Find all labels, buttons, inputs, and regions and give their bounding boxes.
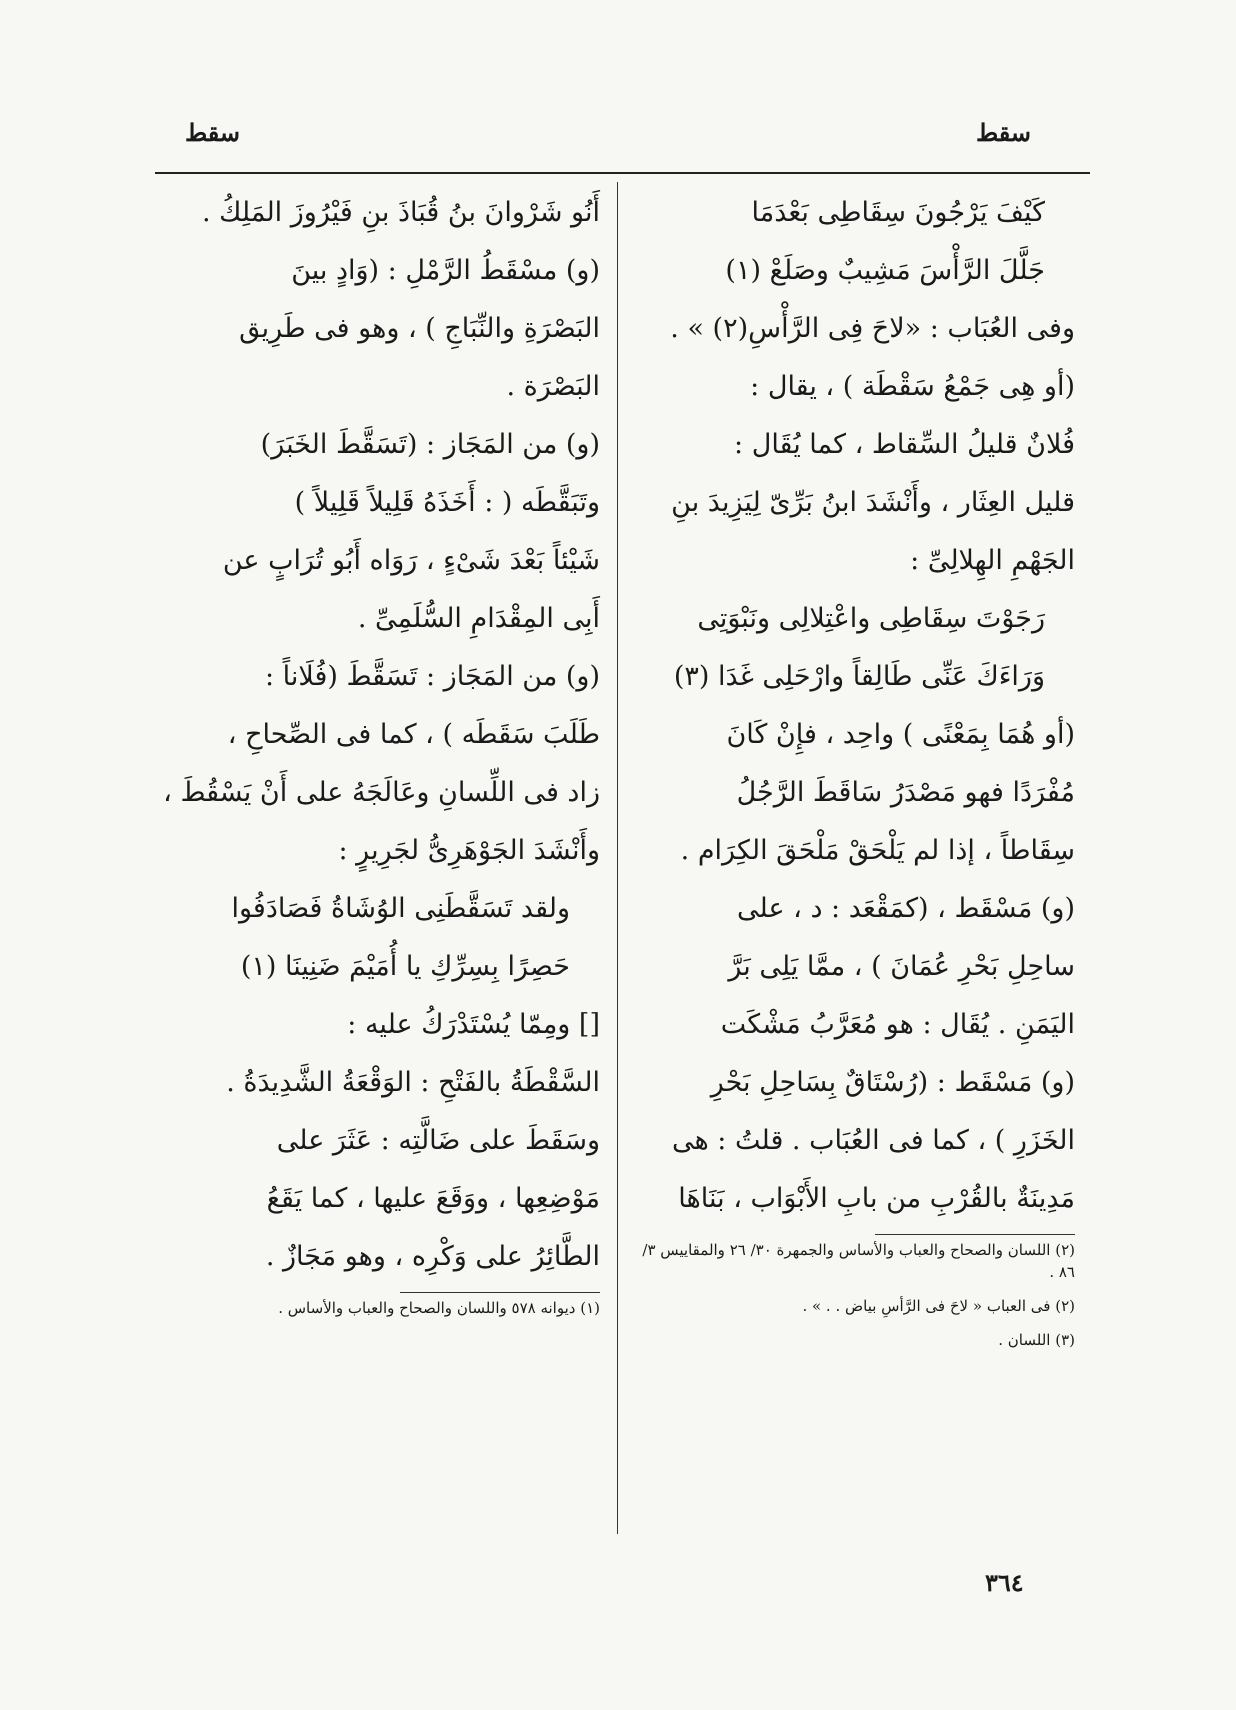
text-line: مُفْرَدًا فهو مَصْدَرُ سَاقَطَ الرَّجُلُ (736, 777, 1075, 808)
text-line: وأَنْشَدَ الجَوْهَرِىُّ لجَرِيرٍ : (338, 835, 600, 866)
verse-line: كَيْفَ يَرْجُونَ سِقَاطِى بَعْدَمَا (751, 197, 1045, 228)
text-line: وفى العُبَاب : «لاحَ فِى الرَّأْسِ(٢) » . (670, 313, 1075, 344)
header-rule (155, 172, 1090, 174)
text-line: (و) مَسْقَط : (رُسْتَاقٌ بِسَاحِلِ بَحْرِ (710, 1067, 1075, 1098)
text-line: وسَقَطَ على ضَالَّتِه : عَثَرَ على (276, 1125, 600, 1156)
text-line: قليل العِثَار ، وأَنْشَدَ ابنُ بَرِّىّ لِيَزِيدَ بنِ (671, 487, 1075, 518)
footnote: (٣) اللسان . (998, 1331, 1075, 1349)
text-line: شَيْئاً بَعْدَ شَىْءٍ ، رَوَاه أَبُو تُرَابٍ عن (222, 545, 600, 576)
footnote: (١) ديوانه ٥٧٨ واللسان والصحاح والعباب والأساس . (278, 1299, 600, 1317)
text-line: ساحِلِ بَحْرِ عُمَانَ ) ، ممَّا يَلِى بَرَّ (728, 951, 1075, 982)
text-line: مَدِينَةٌ بالقُرْبِ من بابِ الأَبْوَاب ، بَنَاهَا (678, 1183, 1075, 1214)
footnote-rule (400, 1292, 600, 1293)
left-column (140, 190, 600, 1331)
column-divider (617, 182, 618, 1534)
text-line: أَنُو شَرْوانَ بنُ قُبَاذَ بنِ فَيْرُوزَ المَلِكُ . (201, 197, 600, 228)
text-line: السَّقْطَةُ بالفَتْحِ : الوَقْعَةُ الشَّدِيدَةُ . (226, 1067, 600, 1098)
text-line: أَبِى المِقْدَامِ السُّلَمِىِّ . (357, 603, 600, 634)
footnote: (٢) اللسان والصحاح والعباب والأساس والجمهرة ٣٠/ ٢٦ والمقاييس ٣/ ٨٦ . (642, 1241, 1075, 1281)
text-line: (أو هُمَا بِمَعْنًى ) واحِد ، فإِنْ كَانَ (726, 719, 1075, 750)
text-line: (و) من المَجَاز : تَسَقَّطَ (فُلَاناً : (264, 661, 600, 692)
text-line: الخَزَرِ ) ، كما فى العُبَاب . قلتُ : هى (671, 1125, 1075, 1156)
right-column (635, 190, 1075, 1363)
text-line: فُلانٌ قليلُ السِّقاط ، كما يُقَال : (734, 429, 1075, 460)
text-line: وتَبَقَّطَه ( : أَخَذَهُ قَلِيلاً قَلِيلاً ) (294, 487, 600, 518)
running-header-right: سقط (975, 118, 1031, 147)
verse-line: رَجَوْتَ سِقَاطِى واعْتِلالِى ونَبْوَتِى (697, 603, 1045, 634)
text-line: الجَهْمِ الهِلالِىِّ : (910, 545, 1075, 576)
text-line: (و) مَسْقَط ، (كمَقْعَد : د ، على (737, 893, 1075, 924)
text-line: (أو هِى جَمْعُ سَقْطَة ) ، يقال : (750, 371, 1075, 402)
verse-line: وَرَاءَكَ عَنِّى طَالِقاً وارْحَلِى غَدَا (٣) (673, 661, 1045, 692)
page-number: ٣٦٤ (985, 1568, 1024, 1597)
verse-line: ولقد تَسَقَّطَنِى الوُشَاةُ فَصَادَفُوا (231, 893, 570, 924)
text-line: مَوْضِعِها ، ووَقَعَ عليها ، كما يَقَعُ (266, 1183, 600, 1214)
footnote-rule (875, 1234, 1075, 1235)
text-line: طَلَبَ سَقَطَه ) ، كما فى الصِّحاحِ ، (227, 719, 600, 750)
text-line: البَصْرَةِ والنِّبَاجِ ) ، وهو فى طَرِيق (239, 313, 600, 344)
footnote: (٢) فى العباب « لاحَ فى الرَّأسِ بياض . . » . (802, 1297, 1075, 1315)
verse-line: جَلَّلَ الرَّأْسَ مَشِيبٌ وصَلَعْ (١) (725, 255, 1045, 286)
text-line: البَصْرَة . (506, 371, 600, 402)
text-line: زاد فى اللِّسانِ وعَالَجَهُ على أَنْ يَسْقُطَ ، (163, 777, 600, 808)
verse-line: حَصِرًا بِسِرِّكِ يا أُمَيْمَ ضَنِينَا (١) (240, 951, 570, 982)
text-line: سِقَاطاً ، إذا لم يَلْحَقْ مَلْحَقَ الكِرَام . (680, 835, 1075, 866)
text-line: [] ومِمّا يُسْتَدْرَكُ عليه : (347, 1009, 600, 1040)
text-line: (و) من المَجَاز : (تَسَقَّطَ الخَبَرَ) (260, 429, 600, 460)
running-header-left: سقط (185, 118, 241, 147)
text-line: الطَّائِرُ على وَكْرِه ، وهو مَجَازٌ . (265, 1241, 600, 1272)
text-line: (و) مسْقَطُ الرَّمْلِ : (وَادٍ بينَ (291, 255, 600, 286)
text-line: اليَمَنِ . يُقَال : هو مُعَرَّبُ مَشْكَت (720, 1009, 1075, 1040)
